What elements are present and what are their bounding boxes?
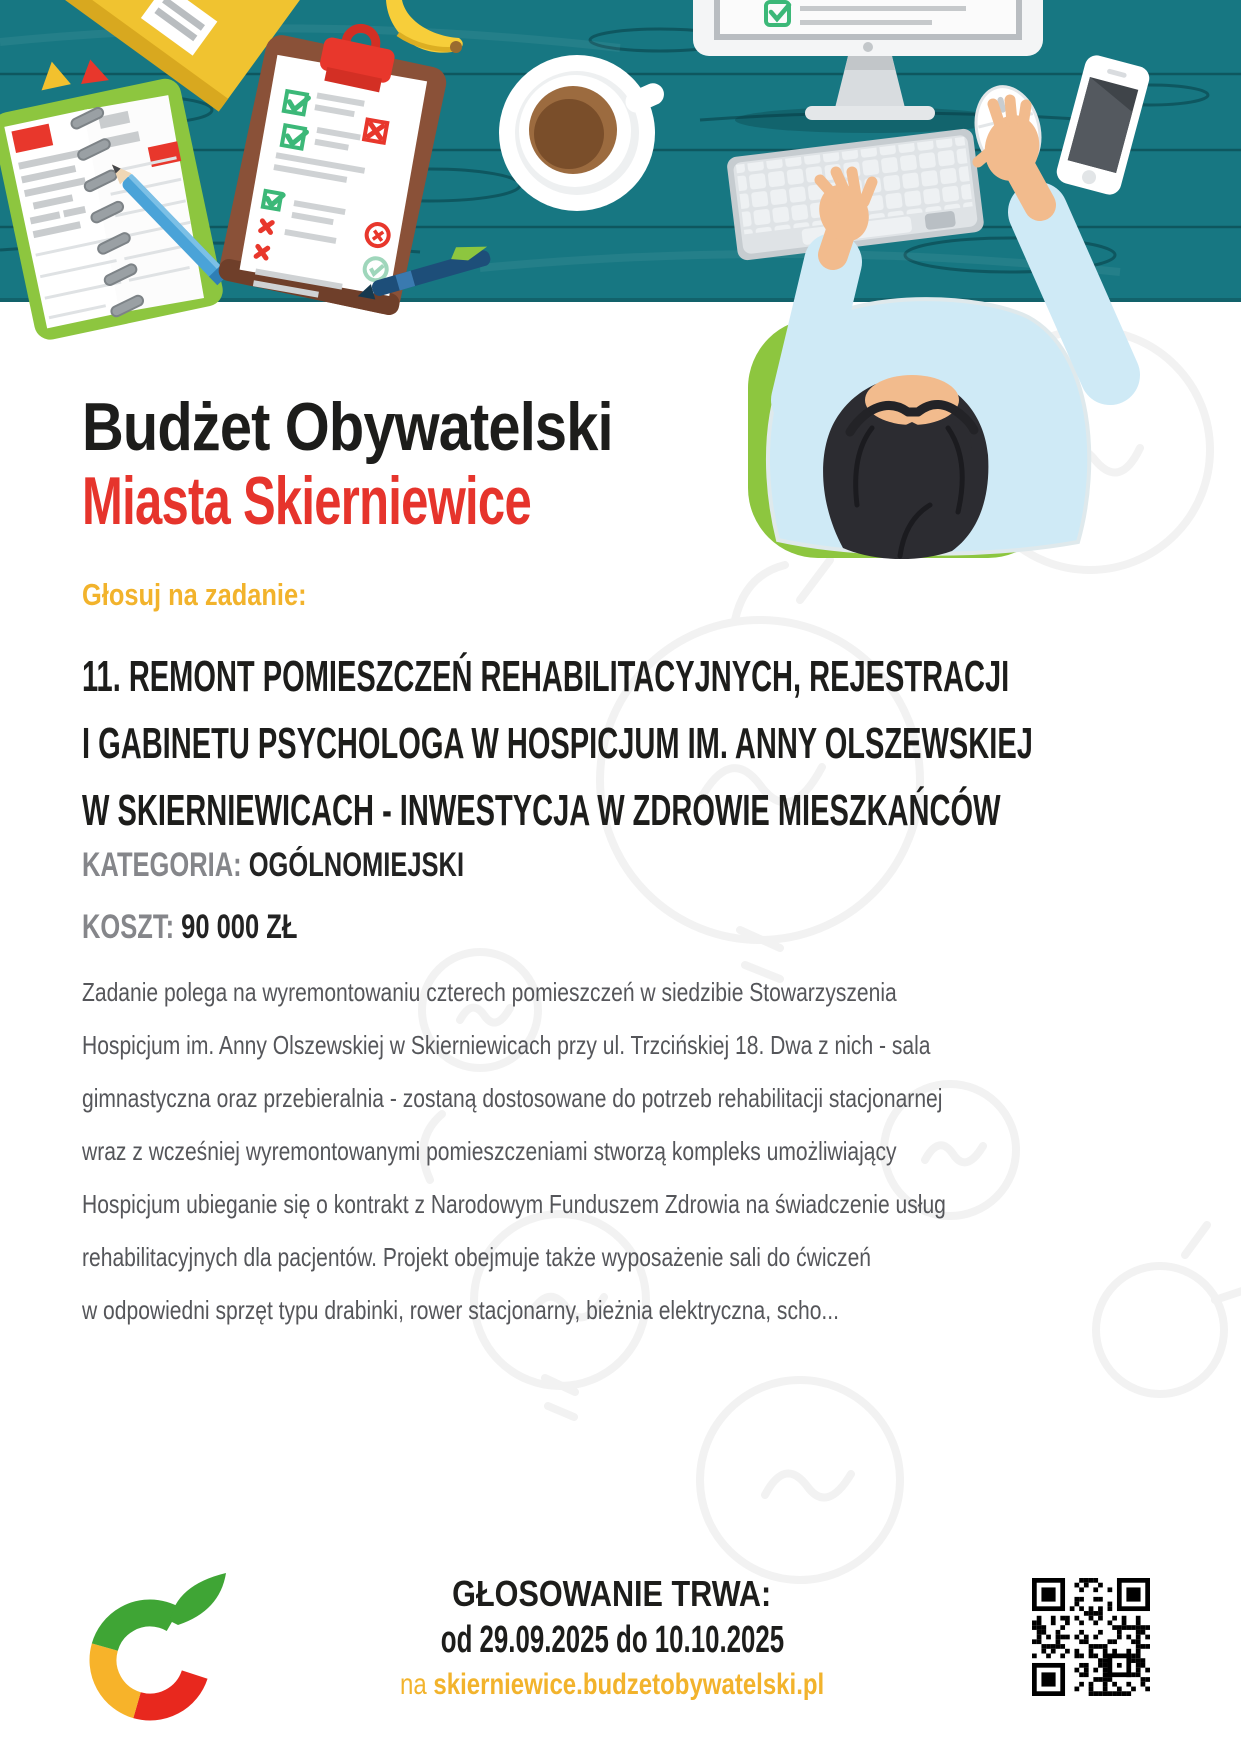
voting-info bbox=[262, 1572, 962, 1706]
category-row bbox=[82, 846, 591, 885]
task-description bbox=[82, 966, 1149, 1337]
category-label: KATEGORIA: bbox=[82, 846, 242, 884]
cost-value: 90 000 ZŁ bbox=[181, 908, 298, 946]
description-line: Hospicjum im. Anny Olszewskiej w Skierniewicach przy ul. Trzcińskiej 18. Dwa z nich - sala bbox=[82, 1030, 931, 1060]
poster-title-line2: Miasta Skierniewice bbox=[82, 463, 531, 539]
cost-row bbox=[82, 908, 369, 947]
voting-site bbox=[262, 1664, 962, 1706]
task-title-line: I GABINETU PSYCHOLOGA W HOSPICJUM IM. ANNY OLSZEWSKIEJ bbox=[82, 719, 1033, 768]
description-line: w odpowiedni sprzęt typu drabinki, rower stacjonarny, bieżnia elektryczna, scho... bbox=[82, 1295, 839, 1325]
description-line: Hospicjum ubieganie się o kontrakt z Narodowym Funduszem Zdrowia na świadczenie usług bbox=[82, 1189, 946, 1219]
qr-code-icon bbox=[1032, 1578, 1150, 1696]
voting-dates: od 29.09.2025 do 10.10.2025 bbox=[440, 1619, 784, 1661]
cost-label: KOSZT: bbox=[82, 908, 175, 946]
description-line: rehabilitacyjnych dla pacjentów. Projekt obejmuje także wyposażenie sali do ćwiczeń bbox=[82, 1242, 872, 1272]
logo-leaf bbox=[170, 1573, 226, 1625]
description-line: gimnastyczna oraz przebieralnia - zostaną dostosowane do potrzeb rehabilitacji stacjonarnej bbox=[82, 1083, 943, 1113]
budget-logo-icon bbox=[78, 1565, 234, 1735]
site-url: skierniewice.budzetobywatelski.pl bbox=[433, 1668, 825, 1701]
description-line: wraz z wcześniej wyremontowanymi pomieszczeniami stworzą kompleks umożliwiający bbox=[82, 1136, 897, 1166]
budget-logo bbox=[78, 1565, 234, 1735]
voting-label: GŁOSOWANIE TRWA: bbox=[452, 1573, 772, 1614]
qr-code bbox=[1032, 1578, 1150, 1696]
vote-prompt: Głosuj na zadanie: bbox=[82, 577, 307, 612]
task-title-line: 11. REMONT POMIESZCZEŃ REHABILITACYJNYCH, REJESTRACJI bbox=[82, 652, 1010, 701]
site-prefix: na bbox=[399, 1668, 427, 1701]
description-line: Zadanie polega na wyremontowaniu czterech pomieszczeń w siedzibie Stowarzyszenia bbox=[82, 977, 897, 1007]
task-title-line: W SKIERNIEWICACH - INWESTYCJA W ZDROWIE MIESZKAŃCÓW bbox=[82, 786, 1001, 835]
task-title bbox=[82, 643, 1241, 844]
category-value: OGÓLNOMIEJSKI bbox=[248, 846, 465, 884]
poster-title-line1: Budżet Obywatelski bbox=[82, 389, 613, 465]
